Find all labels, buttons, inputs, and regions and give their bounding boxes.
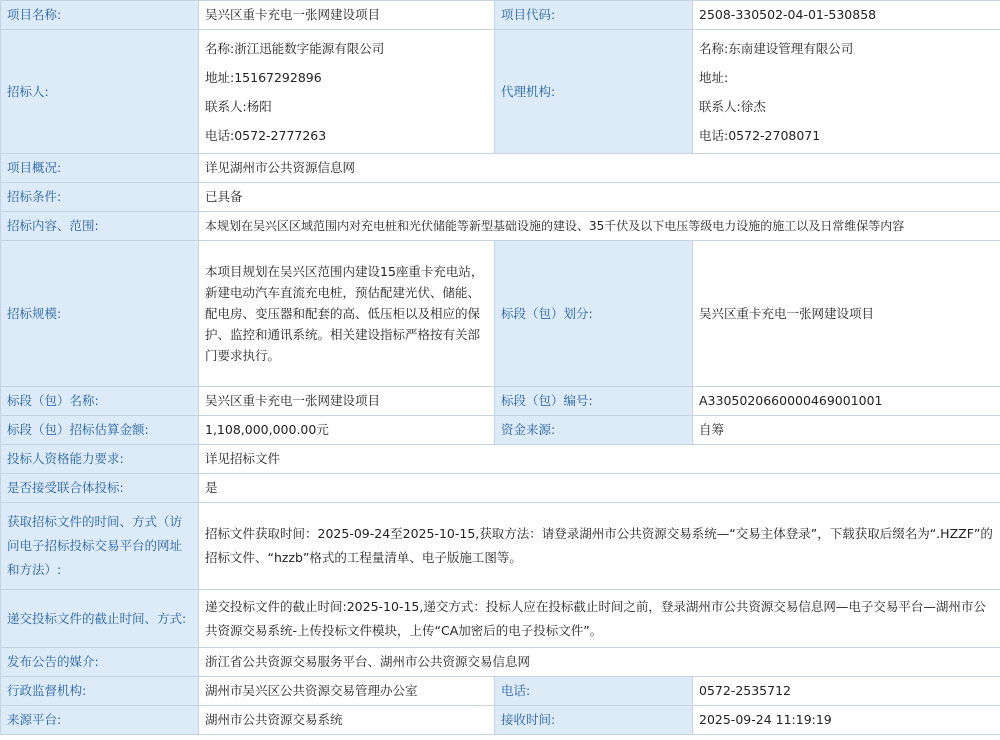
supervisor-phone-value: 0572-2535712 <box>693 677 1000 706</box>
conditions-label: 招标条件: <box>1 183 199 212</box>
agency-info <box>693 30 1000 154</box>
scale-value: 本项目规划在吴兴区范围内建设15座重卡充电站，新建电动汽车直流充电桩，预估配建光伏、储能、配电房、变压器和配套的高、低压柜以及相应的保护、监控和通讯系统。相关建设指标严格按有关部门要求执行。 <box>199 241 495 387</box>
tenderer-contact: 联系人:杨阳 <box>205 98 272 114</box>
agency-address: 地址: <box>699 69 729 85</box>
row-submit-docs <box>1 590 1000 648</box>
tenderer-phone: 电话:0572-2777263 <box>205 127 327 143</box>
media-value: 浙江省公共资源交易服务平台、湖州市公共资源交易信息网 <box>199 648 1000 677</box>
row-scale <box>1 241 1000 387</box>
submit-docs-label: 递交投标文件的截止时间、方式: <box>1 590 199 648</box>
row-section-name <box>1 387 1000 416</box>
project-name-label: 项目名称: <box>1 1 199 30</box>
supervisor-value: 湖州市吴兴区公共资源交易管理办公室 <box>199 677 495 706</box>
row-project-name <box>1 1 1000 30</box>
conditions-value: 已具备 <box>199 183 1000 212</box>
section-number-label: 标段（包）编号: <box>495 387 693 416</box>
tenderer-label: 招标人: <box>1 30 199 154</box>
row-overview <box>1 154 1000 183</box>
supervisor-phone-label: 电话: <box>495 677 693 706</box>
section-name-label: 标段（包）名称: <box>1 387 199 416</box>
tenderer-address: 地址:15167292896 <box>205 69 322 85</box>
row-estimate <box>1 416 1000 445</box>
overview-label: 项目概况: <box>1 154 199 183</box>
overview-value: 详见湖州市公共资源信息网 <box>199 154 1000 183</box>
qualification-value: 详见招标文件 <box>199 445 1000 474</box>
row-tenderer <box>1 30 1000 154</box>
project-name-value: 吴兴区重卡充电一张网建设项目 <box>199 1 495 30</box>
obtain-docs-label: 获取招标文件的时间、方式（访问电子招标投标交易平台的网址和方法）: <box>1 503 199 590</box>
section-name-value: 吴兴区重卡充电一张网建设项目 <box>199 387 495 416</box>
tenderer-name: 名称:浙江迅能数字能源有限公司 <box>205 40 385 56</box>
submit-docs-value: 递交投标文件的截止时间:2025-10-15,递交方式：投标人应在投标截止时间之前，登录湖州市公共资源交易信息网—电子交易平台—湖州市公共资源交易系统-上传投标文件模块，上传“CA加密后的电子投标文件”。 <box>199 590 1000 648</box>
row-consortium <box>1 474 1000 503</box>
fund-source-label: 资金来源: <box>495 416 693 445</box>
project-code-value: 2508-330502-04-01-530858 <box>693 1 1000 30</box>
row-media <box>1 648 1000 677</box>
supervisor-label: 行政监督机构: <box>1 677 199 706</box>
consortium-label: 是否接受联合体投标: <box>1 474 199 503</box>
agency-name: 名称:东南建设管理有限公司 <box>699 40 854 56</box>
receive-time-label: 接收时间: <box>495 706 693 735</box>
section-division-value: 吴兴区重卡充电一张网建设项目 <box>693 241 1000 387</box>
tenderer-info <box>199 30 495 154</box>
agency-contact: 联系人:徐杰 <box>699 98 766 114</box>
estimate-label: 标段（包）招标估算金额: <box>1 416 199 445</box>
receive-time-value: 2025-09-24 11:19:19 <box>693 706 1000 735</box>
row-source-platform <box>1 706 1000 735</box>
media-label: 发布公告的媒介: <box>1 648 199 677</box>
agency-phone: 电话:0572-2708071 <box>699 127 821 143</box>
row-qualification <box>1 445 1000 474</box>
scale-label: 招标规模: <box>1 241 199 387</box>
consortium-value: 是 <box>199 474 1000 503</box>
estimate-value: 1,108,000,000.00元 <box>199 416 495 445</box>
content-scope-label: 招标内容、范围: <box>1 212 199 241</box>
row-content-scope <box>1 212 1000 241</box>
row-conditions <box>1 183 1000 212</box>
section-number-value: A3305020660000469001001 <box>693 387 1000 416</box>
row-supervisor <box>1 677 1000 706</box>
section-division-label: 标段（包）划分: <box>495 241 693 387</box>
content-scope-value: 本规划在吴兴区区域范围内对充电桩和光伏储能等新型基础设施的建设、35千伏及以下电压等级电力设施的施工以及日常维保等内容 <box>199 212 1000 241</box>
source-platform-label: 来源平台: <box>1 706 199 735</box>
agency-label: 代理机构: <box>495 30 693 154</box>
obtain-docs-value: 招标文件获取时间：2025-09-24至2025-10-15,获取方法：请登录湖州市公共资源交易系统—“交易主体登录”，下载获取后缀名为“.HZZF”的招标文件、“hzzb”格式的工程量清单、电子版施工图等。 <box>199 503 1000 590</box>
fund-source-value: 自筹 <box>693 416 1000 445</box>
row-obtain-docs <box>1 503 1000 590</box>
project-code-label: 项目代码: <box>495 1 693 30</box>
source-platform-value: 湖州市公共资源交易系统 <box>199 706 495 735</box>
qualification-label: 投标人资格能力要求: <box>1 445 199 474</box>
